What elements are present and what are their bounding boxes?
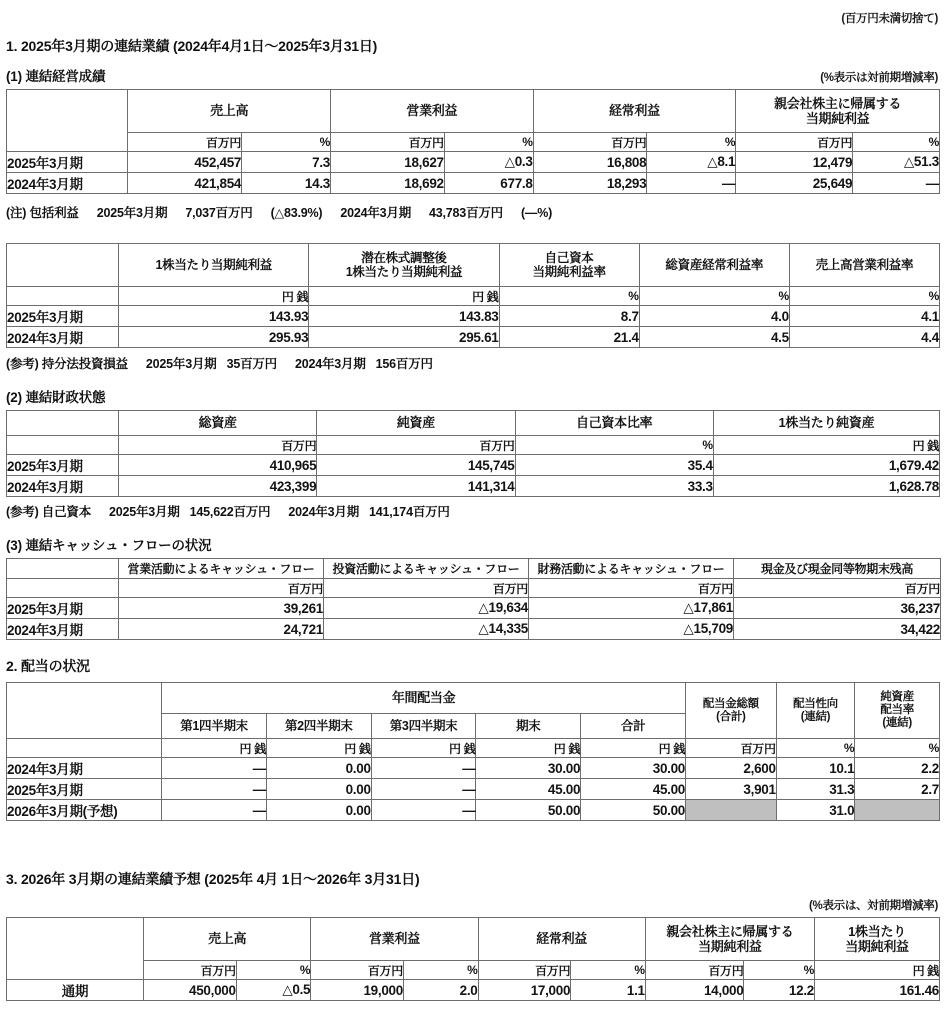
header-net-assets: 純資産 <box>317 411 515 436</box>
unit-net-percent: % <box>744 961 815 980</box>
unit-blank <box>7 436 119 455</box>
row-label: 2024年3月期 <box>7 476 119 497</box>
table-unit-row <box>7 133 940 152</box>
unit-eps: 円 銭 <box>119 287 309 306</box>
header-dividend-on-equity-line2: 配当率 <box>880 704 914 717</box>
header-dividend-on-equity <box>855 683 940 739</box>
note-fy2025-pct: (△83.9%) <box>270 206 323 220</box>
header-ordinary-income: 経常利益 <box>478 918 645 961</box>
cell-bps: 1,679.42 <box>713 455 939 476</box>
header-payout-ratio-line2: (連結) <box>800 710 831 723</box>
note-fy2025-label: 2025年3月期 <box>96 206 168 220</box>
row-label: 2024年3月期 <box>7 619 119 640</box>
section-1-title: 1. 2025年3月期の連結業績 (2024年4月1日〜2025年3月31日) <box>6 38 378 54</box>
header-dividend-on-equity-line1: 純資産 <box>880 691 914 704</box>
cell-operating-pct: 677.8 <box>444 173 533 194</box>
unit-total-amount: 百万円 <box>686 739 777 758</box>
cell-ordinary: 18,293 <box>533 173 647 194</box>
unit-blank <box>7 579 119 598</box>
corner-cell <box>7 90 128 152</box>
unit-q2: 円 銭 <box>266 739 371 758</box>
unit-net-percent: % <box>853 133 940 152</box>
header-total: 合計 <box>581 714 686 739</box>
unit-roa: % <box>639 287 789 306</box>
cell-total: 30.00 <box>581 758 686 779</box>
table-header-row <box>7 918 940 961</box>
unit-operating-percent: % <box>444 133 533 152</box>
cell-diluted-eps: 295.61 <box>309 327 499 348</box>
cell-sales: 452,457 <box>128 152 242 173</box>
cell-eps: 143.93 <box>119 306 309 327</box>
cell-total-amount <box>686 800 777 821</box>
row-label: 2025年3月期 <box>7 598 119 619</box>
unit-bps: 円 銭 <box>713 436 939 455</box>
unit-sales-percent: % <box>236 961 311 980</box>
unit-q3: 円 銭 <box>371 739 476 758</box>
cell-payout: 31.3 <box>776 779 855 800</box>
header-financing-cf: 財務活動によるキャッシュ・フロー <box>529 559 734 579</box>
unit-total-assets: 百万円 <box>119 436 317 455</box>
header-total-dividend-amount-line2: (合計) <box>716 710 746 723</box>
cell-eps: 295.93 <box>119 327 309 348</box>
cell-operating: 18,692 <box>330 173 444 194</box>
ref-prefix: (参考) 持分法投資損益 <box>6 357 128 371</box>
header-eps: 1株当たり当期純利益 <box>119 244 309 287</box>
cash-flow-table <box>6 558 941 640</box>
cell-diluted-eps: 143.83 <box>309 306 499 327</box>
cell-sales-pct: 14.3 <box>242 173 331 194</box>
row-label: 2025年3月期 <box>7 152 128 173</box>
cell-net: 14,000 <box>645 980 744 1001</box>
corner-cell <box>7 411 119 436</box>
unit-roe: % <box>499 287 639 306</box>
section-2-title: 2. 配当の状況 <box>6 658 90 674</box>
unit-net-million: 百万円 <box>645 961 744 980</box>
note-fy2024-value: 43,783百万円 <box>429 206 503 220</box>
cell-sales: 450,000 <box>144 980 237 1001</box>
table-unit-row <box>7 287 940 306</box>
unit-ordinary-percent: % <box>571 961 646 980</box>
forecast-note: (%表示は、対前期増減率) <box>809 900 938 912</box>
cell-investing-cf: △19,634 <box>324 598 529 619</box>
header-net-income-line1: 親会社株主に帰属する <box>774 95 902 111</box>
table-row <box>7 327 940 348</box>
row-label: 2024年3月期 <box>7 327 119 348</box>
cell-q2: 0.00 <box>266 779 371 800</box>
cell-operating: 19,000 <box>311 980 404 1001</box>
header-eps-line1: 1株当たり <box>848 923 906 939</box>
unit-blank <box>7 739 162 758</box>
cell-operating-pct: 2.0 <box>403 980 478 1001</box>
corner-cell <box>7 559 119 579</box>
financial-position-table <box>6 410 940 497</box>
row-label: 2025年3月期 <box>7 306 119 327</box>
table-row <box>7 173 940 194</box>
table-unit-row <box>7 579 941 598</box>
unit-net-assets: 百万円 <box>317 436 515 455</box>
header-total-dividend-amount <box>686 683 777 739</box>
cell-q2: 0.00 <box>266 800 371 821</box>
header-sales: 売上高 <box>144 918 311 961</box>
cell-net: 12,479 <box>736 152 853 173</box>
row-label: 2025年3月期 <box>7 779 162 800</box>
unit-sales-percent: % <box>242 133 331 152</box>
cell-financing-cf: △15,709 <box>529 619 734 640</box>
cell-payout: 10.1 <box>776 758 855 779</box>
cell-bps: 1,628.78 <box>713 476 939 497</box>
note-fy2024-label: 2024年3月期 <box>340 206 412 220</box>
cell-sales: 421,854 <box>128 173 242 194</box>
corner-cell <box>7 244 119 287</box>
table-header-row <box>7 559 941 579</box>
section-1-1-note: (%表示は対前期増減率) <box>820 72 938 84</box>
header-operating-margin: 売上高営業利益率 <box>789 244 939 287</box>
cell-roa: 4.5 <box>639 327 789 348</box>
header-investing-cf: 投資活動によるキャッシュ・フロー <box>324 559 529 579</box>
table-row <box>7 306 940 327</box>
ref-fy2025-value: 145,622百万円 <box>189 505 271 519</box>
header-eps <box>815 918 940 961</box>
cell-total-amount: 2,600 <box>686 758 777 779</box>
cell-q2: 0.00 <box>266 758 371 779</box>
note-fy2025-value: 7,037百万円 <box>185 206 253 220</box>
cell-q4: 30.00 <box>476 758 581 779</box>
header-operating-income: 営業利益 <box>330 90 533 133</box>
header-total-assets: 総資産 <box>119 411 317 436</box>
table-row <box>7 598 941 619</box>
unit-blank <box>7 287 119 306</box>
section-3-title: 3. 2026年 3月期の連結業績予想 (2025年 4月 1日〜2026年 3月31日) <box>6 871 420 887</box>
header-dividend-on-equity-line3: (連結) <box>882 716 912 729</box>
table-row <box>7 980 940 1001</box>
cell-q4: 50.00 <box>476 800 581 821</box>
unit-q4: 円 銭 <box>476 739 581 758</box>
cell-total: 45.00 <box>581 779 686 800</box>
cell-equity-ratio: 33.3 <box>515 476 713 497</box>
row-label: 通期 <box>7 980 144 1001</box>
ref-fy2025-label: 2025年3月期 <box>145 357 217 371</box>
row-label: 2024年3月期 <box>7 758 162 779</box>
row-label: 2025年3月期 <box>7 455 119 476</box>
cell-cash-end: 34,422 <box>734 619 941 640</box>
cell-q1: ― <box>162 779 267 800</box>
ref-fy2024-value: 156百万円 <box>375 357 433 371</box>
header-net-income-line2: 当期純利益 <box>805 111 870 126</box>
cell-ordinary-pct: 1.1 <box>571 980 646 1001</box>
header-net-income <box>736 90 940 133</box>
corner-cell <box>7 683 162 739</box>
cell-net-pct: ― <box>853 173 940 194</box>
header-roe-line1: 自己資本 <box>544 250 594 265</box>
cell-ordinary: 17,000 <box>478 980 571 1001</box>
header-diluted-eps-line2: 1株当たり当期純利益 <box>345 265 463 279</box>
cell-roe: 21.4 <box>499 327 639 348</box>
cell-total: 50.00 <box>581 800 686 821</box>
corner-cell <box>7 918 144 980</box>
unit-ordinary-million: 百万円 <box>478 961 571 980</box>
cell-payout: 31.0 <box>776 800 855 821</box>
table-row <box>7 619 941 640</box>
cell-q3: ― <box>371 758 476 779</box>
cell-dor: 2.7 <box>855 779 940 800</box>
cell-roe: 8.7 <box>499 306 639 327</box>
shareholders-equity-note <box>0 502 946 520</box>
table-header-row <box>7 683 940 714</box>
header-ordinary-income: 経常利益 <box>533 90 736 133</box>
table-row <box>7 758 940 779</box>
unit-sales-million: 百万円 <box>128 133 242 152</box>
header-q2: 第2四半期末 <box>266 714 371 739</box>
table-row <box>7 476 940 497</box>
table-header-row <box>7 411 940 436</box>
cell-dor <box>855 800 940 821</box>
table-row <box>7 455 940 476</box>
cell-operating: 18,627 <box>330 152 444 173</box>
per-share-metrics-table <box>6 243 940 348</box>
header-q1: 第1四半期末 <box>162 714 267 739</box>
header-cash-end: 現金及び現金同等物期末残高 <box>734 559 941 579</box>
section-1-1-title: (1) 連結経営成績 <box>6 69 106 84</box>
ref-fy2025-label: 2025年3月期 <box>109 505 180 519</box>
header-roe-line2: 当期純利益率 <box>532 265 606 279</box>
cell-total-assets: 423,399 <box>119 476 317 497</box>
table-row <box>7 152 940 173</box>
cell-equity-ratio: 35.4 <box>515 455 713 476</box>
section-1-2-title: (2) 連結財政状態 <box>6 390 106 405</box>
dividend-table <box>6 682 940 821</box>
header-sales: 売上高 <box>128 90 331 133</box>
header-net-income-line2: 当期純利益 <box>698 939 762 954</box>
consolidated-results-table <box>6 89 940 194</box>
unit-operating-million: 百万円 <box>311 961 404 980</box>
ref-fy2024-value: 141,174百万円 <box>369 505 450 519</box>
cell-q1: ― <box>162 800 267 821</box>
header-payout-ratio-line1: 配当性向 <box>793 697 838 710</box>
header-roa: 総資産経常利益率 <box>639 244 789 287</box>
cell-q1: ― <box>162 758 267 779</box>
cell-ordinary-pct: △8.1 <box>647 152 736 173</box>
cell-investing-cf: △14,335 <box>324 619 529 640</box>
cell-sales-pct: 7.3 <box>242 152 331 173</box>
unit-net-million: 百万円 <box>736 133 853 152</box>
cell-roa: 4.0 <box>639 306 789 327</box>
table-unit-row <box>7 436 940 455</box>
cell-operating-cf: 39,261 <box>119 598 324 619</box>
cell-q3: ― <box>371 800 476 821</box>
ref-fy2024-label: 2024年3月期 <box>294 357 366 371</box>
header-q3: 第3四半期末 <box>371 714 476 739</box>
row-label: 2026年3月期(予想) <box>7 800 162 821</box>
note-prefix: (注) 包括利益 <box>6 206 79 220</box>
cell-ordinary: 16,808 <box>533 152 647 173</box>
unit-operating-percent: % <box>403 961 478 980</box>
cell-q3: ― <box>371 779 476 800</box>
cell-ordinary-pct: ― <box>647 173 736 194</box>
header-net-income-line1: 親会社株主に帰属する <box>666 923 794 939</box>
header-bps: 1株当たり純資産 <box>713 411 939 436</box>
unit-cash-end: 百万円 <box>734 579 941 598</box>
unit-dor: % <box>855 739 940 758</box>
forecast-table <box>6 917 940 1001</box>
section-1-3-title: (3) 連結キャッシュ・フローの状況 <box>6 538 212 553</box>
unit-financing-cf: 百万円 <box>529 579 734 598</box>
header-total-dividend-amount-line1: 配当金総額 <box>702 697 759 710</box>
cell-operating-cf: 24,721 <box>119 619 324 640</box>
header-diluted-eps-line1: 潜在株式調整後 <box>361 250 447 265</box>
header-annual-dividend: 年間配当金 <box>162 683 686 714</box>
table-header-row <box>7 90 940 133</box>
unit-total: 円 銭 <box>581 739 686 758</box>
header-payout-ratio <box>776 683 855 739</box>
cell-dor: 2.2 <box>855 758 940 779</box>
table-row <box>7 800 940 821</box>
cell-operating-pct: △0.3 <box>444 152 533 173</box>
unit-investing-cf: 百万円 <box>324 579 529 598</box>
table-unit-row <box>7 961 940 980</box>
comprehensive-income-note <box>0 203 946 221</box>
equity-method-note <box>0 354 946 372</box>
ref-prefix: (参考) 自己資本 <box>6 505 91 519</box>
cell-total-amount: 3,901 <box>686 779 777 800</box>
unit-eps: 円 銭 <box>815 961 940 980</box>
header-diluted-eps <box>309 244 499 287</box>
header-equity-ratio: 自己資本比率 <box>515 411 713 436</box>
rounding-note: (百万円未満切捨て) <box>841 13 938 25</box>
cell-operating-margin: 4.4 <box>789 327 939 348</box>
row-label: 2024年3月期 <box>7 173 128 194</box>
note-fy2024-pct: (―%) <box>520 206 553 220</box>
unit-operating-million: 百万円 <box>330 133 444 152</box>
cell-net-assets: 141,314 <box>317 476 515 497</box>
cell-net: 25,649 <box>736 173 853 194</box>
unit-operating-cf: 百万円 <box>119 579 324 598</box>
cell-operating-margin: 4.1 <box>789 306 939 327</box>
unit-diluted-eps: 円 銭 <box>309 287 499 306</box>
unit-ordinary-million: 百万円 <box>533 133 647 152</box>
unit-equity-ratio: % <box>515 436 713 455</box>
ref-fy2024-label: 2024年3月期 <box>288 505 360 519</box>
header-q4: 期末 <box>476 714 581 739</box>
table-unit-row <box>7 739 940 758</box>
cell-q4: 45.00 <box>476 779 581 800</box>
table-row <box>7 779 940 800</box>
unit-q1: 円 銭 <box>162 739 267 758</box>
table-header-row <box>7 244 940 287</box>
unit-operating-margin: % <box>789 287 939 306</box>
unit-payout: % <box>776 739 855 758</box>
ref-fy2025-value: 35百万円 <box>226 357 277 371</box>
cell-net-pct: 12.2 <box>744 980 815 1001</box>
cell-financing-cf: △17,861 <box>529 598 734 619</box>
cell-net-assets: 145,745 <box>317 455 515 476</box>
cell-sales-pct: △0.5 <box>236 980 311 1001</box>
cell-total-assets: 410,965 <box>119 455 317 476</box>
unit-sales-million: 百万円 <box>144 961 237 980</box>
header-roe <box>499 244 639 287</box>
cell-net-pct: △51.3 <box>853 152 940 173</box>
header-operating-income: 営業利益 <box>311 918 478 961</box>
cell-cash-end: 36,237 <box>734 598 941 619</box>
header-eps-line2: 当期純利益 <box>845 939 909 954</box>
unit-ordinary-percent: % <box>647 133 736 152</box>
header-net-income <box>645 918 814 961</box>
header-operating-cf: 営業活動によるキャッシュ・フロー <box>119 559 324 579</box>
cell-eps: 161.46 <box>815 980 940 1001</box>
